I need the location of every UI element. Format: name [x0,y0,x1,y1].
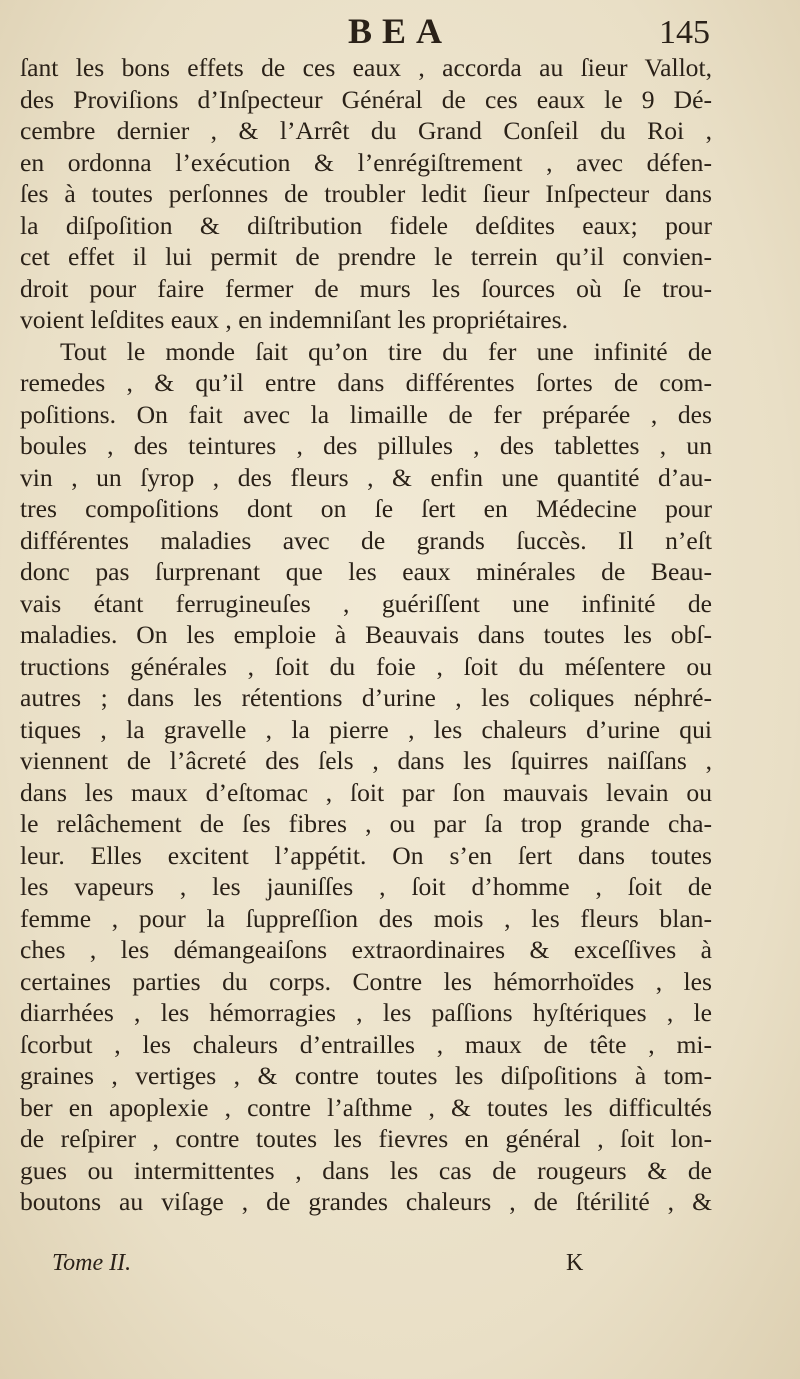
text-line: dans les maux d’eſtomac , ſoit par ſon mauvais levain ou [20,777,712,807]
text-line: diarrhées , les hémorragies , les paſſions hyſtériques , le [20,998,712,1027]
body-text [20,52,712,1218]
text-line: ches , les démangeaiſons extraordinaires & exceſſives à [20,935,712,964]
text-line: boules , des teintures , des pillules , des tablettes , un [20,431,712,460]
text-line: droit pour faire fermer de murs les ſources où ſe trou- [20,273,712,303]
text-line: différentes maladies avec de grands ſuccès. Il n’eſt [20,525,712,555]
text-line: en ordonna l’exécution & l’enrégiſtrement , avec défen- [20,147,712,177]
text-line: remedes , & qu’il entre dans différentes ſortes de com- [20,368,712,397]
text-line: vin , un ſyrop , des fleurs , & enfin une quantité d’au- [20,462,712,492]
text-line: maladies. On les emploie à Beauvais dans toutes les obſ- [20,620,712,649]
text-line: ſant les bons effets de ces eaux , accorda au ſieur Vallot, [20,53,712,82]
running-title: BEA [347,11,453,51]
text-line: tiques , la gravelle , la pierre , les chaleurs d’urine qui [20,714,712,744]
text-line: les vapeurs , les jauniſſes , ſoit d’homme , ſoit de [20,872,712,901]
text-line: femme , pour la ſuppreſſion des mois , les fleurs blan- [20,903,712,933]
volume-label: Tome II. [52,1250,132,1276]
text-line: poſitions. On fait avec la limaille de fer préparée , des [20,399,712,429]
text-line: ber en apoplexie , contre l’aſthme , & toutes les difficultés [20,1092,712,1122]
text-line: tres compoſitions dont on ſe ſert en Médecine pour [20,494,712,523]
text-line: graines , vertiges , & contre toutes les diſpoſitions à tom- [20,1061,712,1090]
running-head [0,10,800,54]
text-line: des Proviſions d’Inſpecteur Général de ces eaux le 9 Dé- [20,84,712,114]
text-line: la diſpoſition & diſtribution fidele deſdites eaux; pour [20,210,712,240]
text-line: leur. Elles excitent l’appétit. On s’en ſert dans toutes [20,840,712,870]
text-line: vais étant ferrugineuſes , guériſſent une infinité de [20,588,712,618]
text-line: le relâchement de ſes fibres , ou par ſa trop grande cha- [20,809,712,838]
text-line: autres ; dans les rétentions d’urine , les coliques néphré- [20,683,712,712]
text-line: boutons au viſage , de grandes chaleurs , de ſtérilité , & [20,1187,712,1216]
text-line: voient leſdites eaux , en indemniſant les propriétaires. [20,305,568,334]
page-number: 145 [659,14,710,51]
signature-mark: K [566,1250,584,1276]
paragraph-start-line: Tout le monde ſait qu’on tire du fer une infinité de [60,336,712,366]
page-footer [0,1250,800,1286]
text-line: viennent de l’âcreté des ſels , dans les ſquirres naiſſans , [20,746,712,775]
text-line: certaines parties du corps. Contre les hémorrhoïdes , les [20,966,712,996]
text-line: cembre dernier , & l’Arrêt du Grand Conſeil du Roi , [20,116,712,145]
text-line: de reſpirer , contre toutes les fievres en général , ſoit lon- [20,1124,712,1153]
text-line: ſes à toutes perſonnes de troubler ledit ſieur Inſpecteur dans [20,179,712,208]
text-line: tructions générales , ſoit du foie , ſoit du méſentere ou [20,651,712,681]
text-line: cet effet il lui permit de prendre le terrein qu’il convien- [20,242,712,271]
text-line: donc pas ſurprenant que les eaux minérales de Beau- [20,557,712,586]
text-line: ſcorbut , les chaleurs d’entrailles , maux de tête , mi- [20,1029,712,1059]
text-line: gues ou intermittentes , dans les cas de rougeurs & de [20,1155,712,1185]
